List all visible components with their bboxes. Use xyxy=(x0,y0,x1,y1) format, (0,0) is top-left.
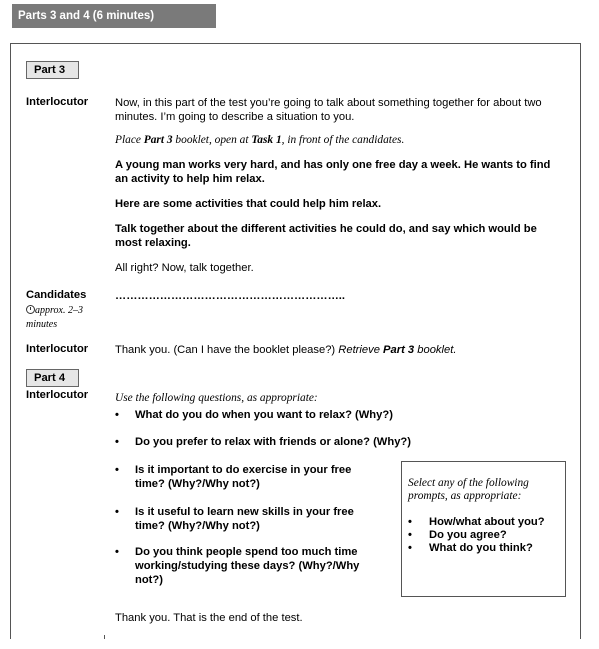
part3-label-box xyxy=(26,61,79,79)
part3-label: Part 3 xyxy=(34,64,66,76)
speaker-interlocutor-2: Interlocutor xyxy=(26,343,89,355)
talk-instruction: Talk together about the different activities he could do, and say which would be most relaxing. xyxy=(115,223,537,249)
frame-tick-left xyxy=(10,635,11,639)
part4-label: Part 4 xyxy=(34,372,66,384)
timing-note: approx. 2–3 minutes xyxy=(26,305,83,330)
prompt-item: • How/what about you? xyxy=(408,516,545,528)
frame-tick-mid xyxy=(104,635,105,639)
prompts-box xyxy=(401,461,566,597)
section-title: Parts 3 and 4 (6 minutes) xyxy=(18,10,155,22)
prompts-intro: Select any of the following prompts, as appropriate: xyxy=(408,477,529,502)
frame-tick-right xyxy=(580,635,581,639)
intro-text: Now, in this part of the test you’re going to talk about something together for about two minutes. I’m going to describe a situation to you. xyxy=(115,97,542,123)
activities-text: Here are some activities that could help him relax. xyxy=(115,198,382,210)
speaker-candidates: Candidates xyxy=(26,289,87,301)
speaker-interlocutor-3: Interlocutor xyxy=(26,389,89,401)
section-header xyxy=(12,4,216,28)
prompt-item: • What do you think? xyxy=(408,542,533,554)
use-following-text: Use the following questions, as appropriate: xyxy=(115,392,318,404)
all-right-text: All right? Now, talk together. xyxy=(115,262,254,274)
placement-instruction: Place Part 3 booklet, open at Task 1, in front of the candidates. xyxy=(115,134,405,146)
situation-text: A young man works very hard, and has only one free day a week. He wants to find an activity to help him relax. xyxy=(115,159,551,185)
retrieve-text: Thank you. (Can I have the booklet please?) Retrieve Part 3 booklet. xyxy=(115,344,457,356)
candidate-dots: …………………………………………………….. xyxy=(115,290,345,302)
part4-label-box xyxy=(26,369,79,387)
prompt-item: • Do you agree? xyxy=(408,529,507,541)
speaker-interlocutor-1: Interlocutor xyxy=(26,96,89,108)
clock-icon xyxy=(26,305,35,314)
end-text: Thank you. That is the end of the test. xyxy=(115,612,303,624)
